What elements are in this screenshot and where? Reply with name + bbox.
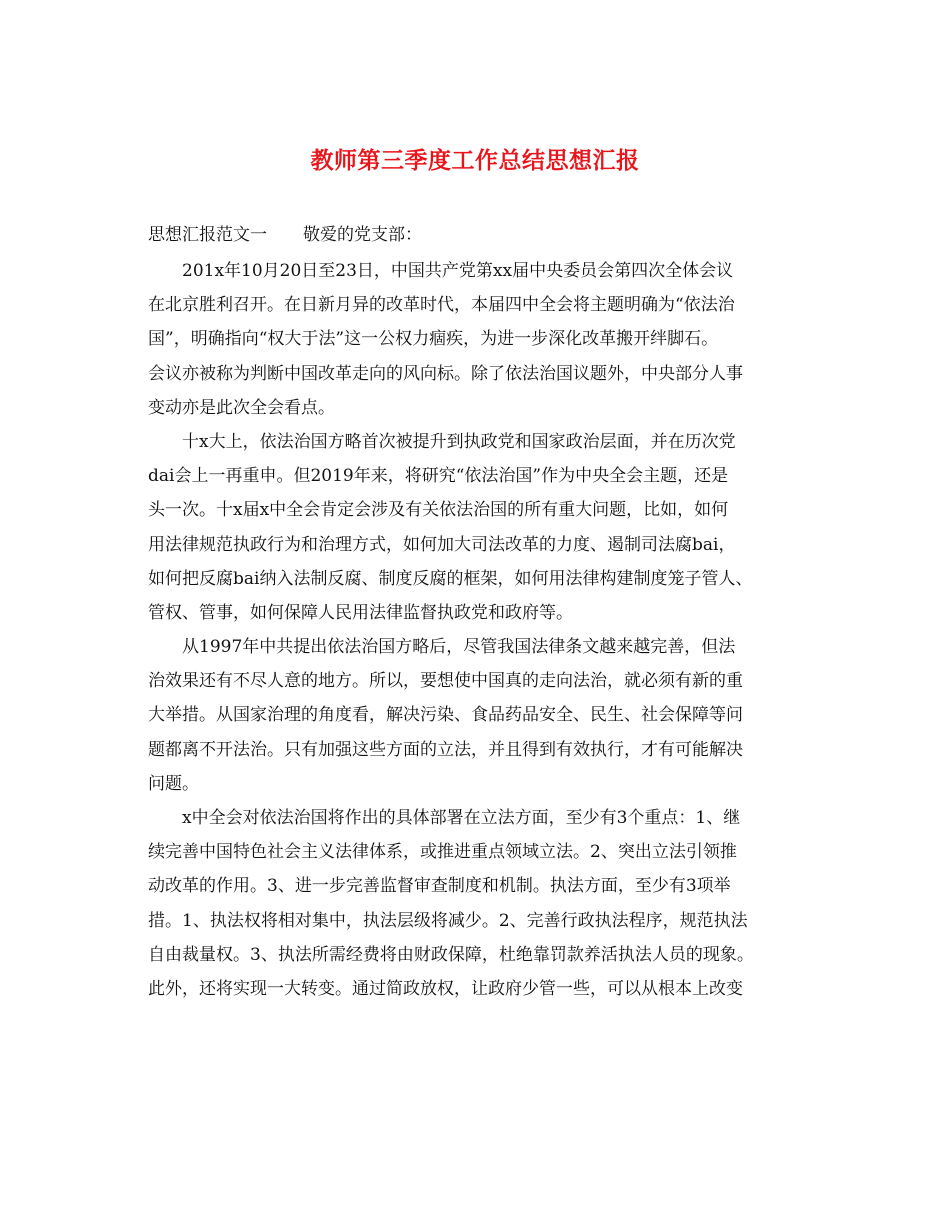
document-body [148,254,804,1006]
paragraph-1 [148,254,804,425]
salutation-line [148,223,422,247]
text-line: 十x大上，依法治国方略首次被提升到执政党和国家政治层面，并在历次党 [182,431,736,452]
text-line: 用法律规范执政行为和治理方式，如何加大司法改革的力度、遏制司法腐bai， [148,534,736,555]
text-line: 从1997年中共提出依法治国方略后，尽管我国法律条文越来越完善，但法 [182,637,736,658]
greeting: 敬爱的党支部： [303,225,422,245]
text-line: dai会上一再重申。但2019年来，将研究“依法治国”作为中央全会主题，还是 [148,466,729,487]
text-line: 此外，还将实现一大转变。通过简政放权，让政府少管一些，可以从根本上改变 [148,978,743,999]
text-line: 治效果还有不尽人意的地方。所以，要想使中国真的走向法治，就必须有新的重 [148,671,743,692]
text-line: 在北京胜利召开。在日新月异的改革时代，本届四中全会将主题明确为“依法治 [148,295,735,316]
paragraph-2 [148,425,804,630]
text-line: 动改革的作用。3、进一步完善监督审查制度和机制。执法方面，至少有3项举 [148,876,731,897]
paragraph-3 [148,630,804,801]
text-line: 头一次。十x届x中全会肯定会涉及有关依法治国的所有重大问题，比如，如何 [148,500,729,521]
text-line: 国”，明确指向“权大于法”这一公权力痼疾，为进一步深化改革搬开绊脚石。 [148,329,719,350]
text-line: 问题。 [148,773,199,794]
text-line: x中全会对依法治国将作出的具体部署在立法方面，至少有3个重点：1、继 [182,808,741,828]
text-line: 续完善中国特色社会主义法律体系，或推进重点领域立法。2、突出立法引领推 [148,842,737,863]
text-line: 如何把反腐bai纳入法制反腐、制度反腐的框架，如何用法律构建制度笼子管人、 [148,568,753,589]
text-line: 变动亦是此次全会看点。 [148,397,335,418]
text-line: 大举措。从国家治理的角度看，解决污染、食品药品安全、民生、社会保障等问 [148,705,743,726]
sample-label: 思想汇报范文一 [148,225,267,245]
text-line: 自由裁量权。3、执法所需经费将由财政保障，杜绝靠罚款养活执法人员的现象。 [148,944,754,965]
text-line: 管权、管事，如何保障人民用法律监督执政党和政府等。 [148,602,573,623]
paragraph-4 [148,801,804,1006]
text-line: 201x年10月20日至23日，中国共产党第xx届中央委员会第四次全体会议 [182,261,734,281]
text-line: 题都离不开法治。只有加强这些方面的立法，并且得到有效执行，才有可能解决 [148,739,743,760]
document-title: 教师第三季度工作总结思想汇报 [310,147,640,174]
text-line: 会议亦被称为判断中国改革走向的风向标。除了依法治国议题外，中央部分人事 [148,363,743,384]
text-line: 措。1、执法权将相对集中，执法层级将减少。2、完善行政执法程序，规范执法 [148,910,748,931]
